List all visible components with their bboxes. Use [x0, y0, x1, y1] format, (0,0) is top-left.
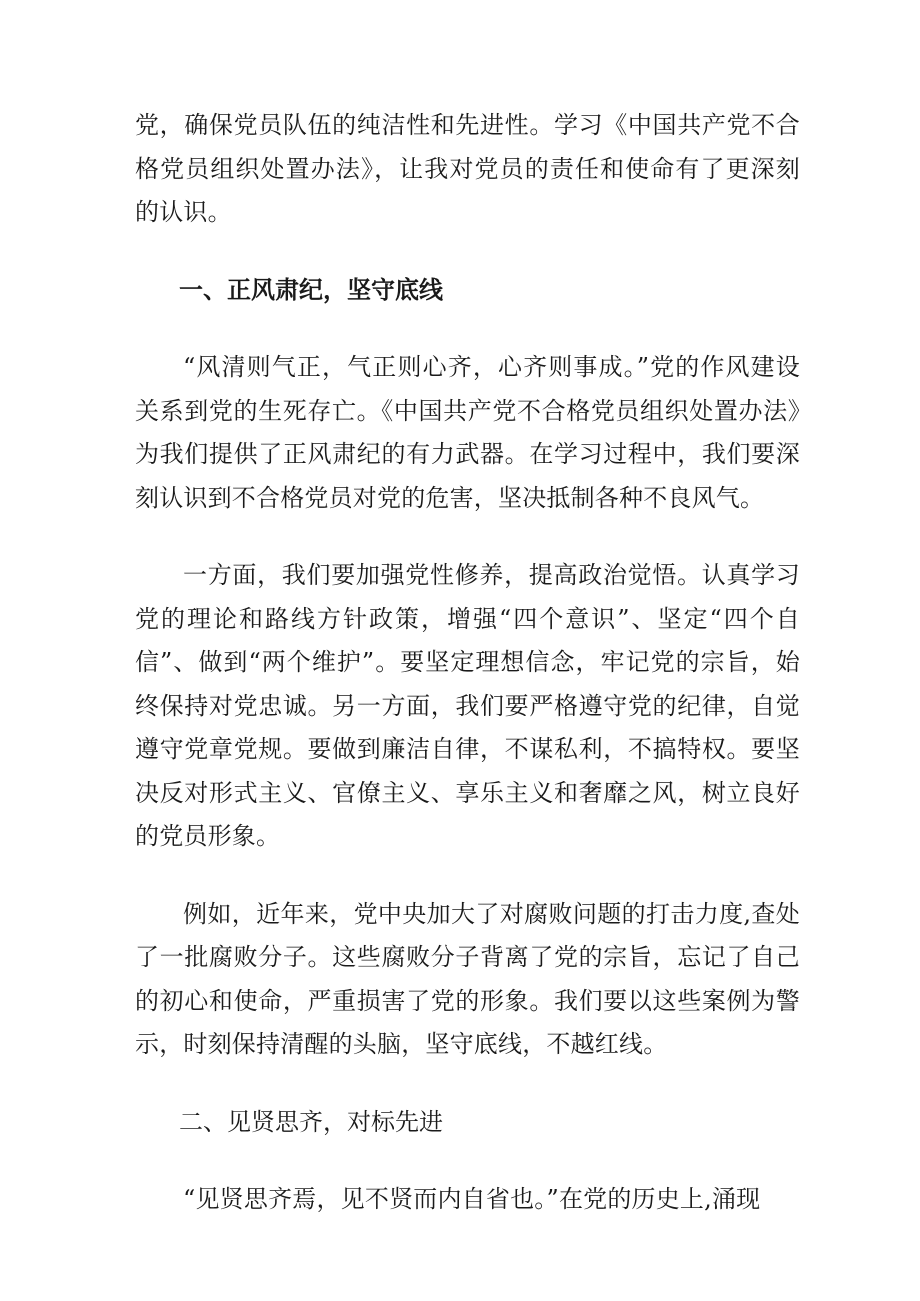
section-heading-1: 一、正风肃纪，坚守底线	[179, 275, 443, 304]
body-paragraph: 党，确保党员队伍的纯洁性和先进性。学习《中国共产党不合格党员组织处置办法》，让我对党员的责任和使命有了更深刻的认识。	[135, 111, 800, 226]
body-paragraph: “风清则气正，气正则心齐，心齐则事成。”党的作风建设关系到党的生死存亡。《中国共产党不合格党员组织处置办法》为我们提供了正风肃纪的有力武器。在学习过程中，我们要深刻认识到不合格党员对党的危害，坚决抵制各种不良风气。	[135, 353, 800, 512]
body-paragraph: 一方面，我们要加强党性修养，提高政治觉悟。认真学习党的理论和路线方针政策，增强“四个意识”、坚定“四个自信”、做到“两个维护”。要坚定理想信念，牢记党的宗旨，始终保持对党忠诚。另一方面，我们要严格遵守党的纪律，自觉遵守党章党规。要做到廉洁自律，不谋私利，不搞特权。要坚决反对形式主义、官僚主义、享乐主义和奢靡之风，树立良好的党员形象。	[135, 561, 800, 850]
body-paragraph: “见贤思齐焉，见不贤而内自省也。”在党的历史上,涌现	[183, 1185, 761, 1213]
section-heading-2: 二、见贤思齐，对标先进	[179, 1107, 443, 1136]
body-paragraph: 例如，近年来，党中央加大了对腐败问题的打击力度,查处了一批腐败分子。这些腐败分子背离了党的宗旨，忘记了自己的初心和使命，严重损害了党的形象。我们要以这些案例为警示，时刻保持清醒的头脑，坚守底线，不越红线。	[135, 899, 800, 1058]
document-page	[135, 104, 800, 1222]
